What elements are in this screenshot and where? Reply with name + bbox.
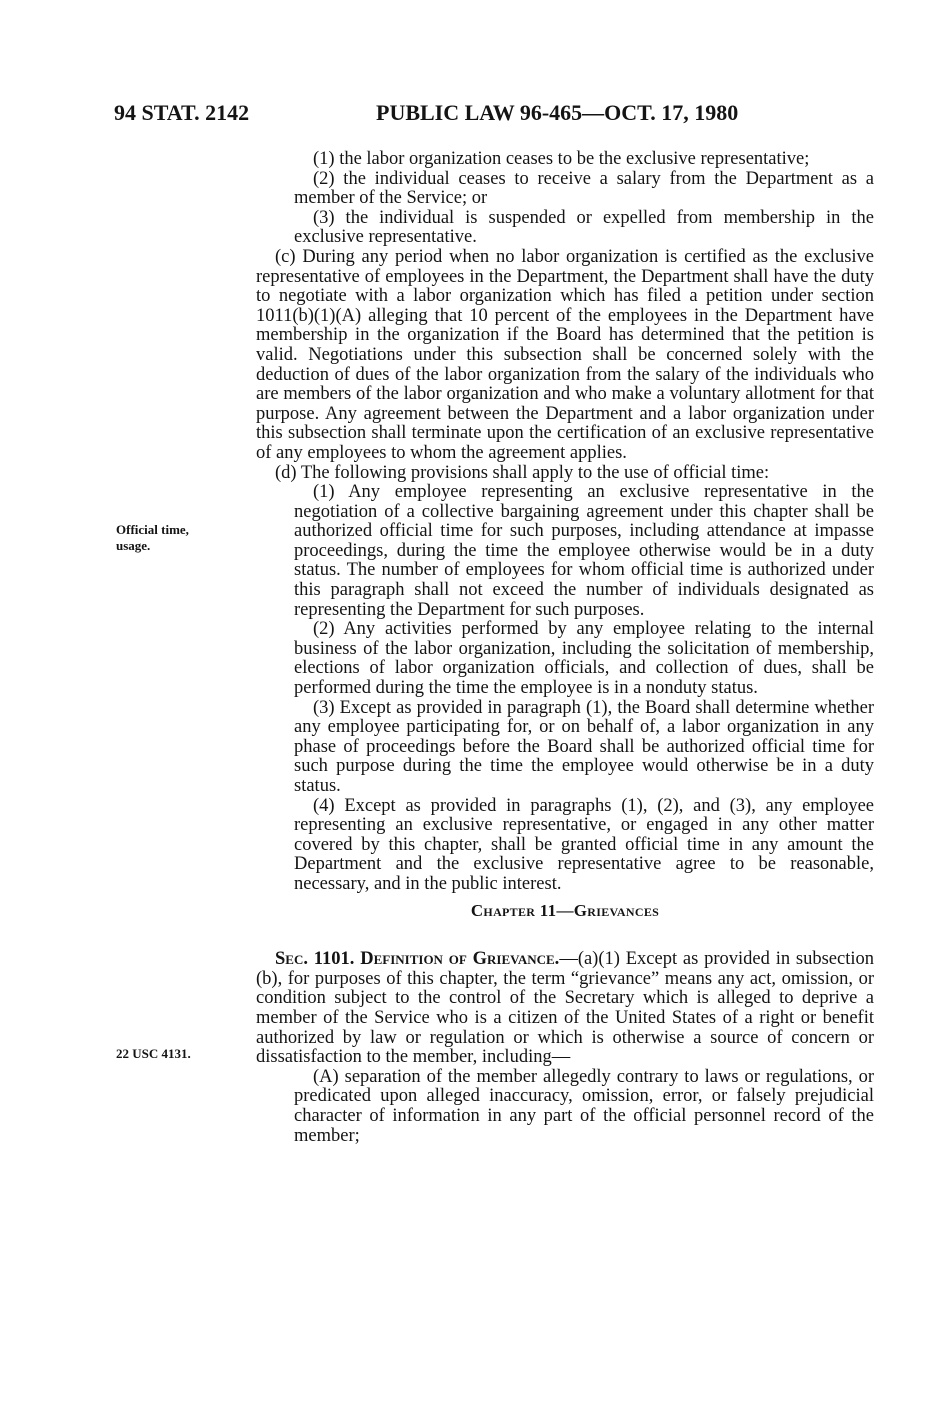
document-body bbox=[256, 150, 874, 1146]
statute-page-number: 94 STAT. 2142 bbox=[114, 100, 250, 125]
paragraph-1: (1) the labor organization ceases to be the exclusive representative; bbox=[313, 149, 810, 169]
paragraph-d2: (2) Any activities performed by any employee relating to the internal business of the labor organization, including the solicitation of membership, elections of labor organization officials, and collection of dues, shall be performed during the time the employee is in a nonduty status. bbox=[294, 619, 874, 699]
margin-note-usc: 22 USC 4131. bbox=[116, 1046, 191, 1061]
margin-note-line: usage. bbox=[116, 538, 151, 553]
paragraph-3: (3) the individual is suspended or expelled from membership in the exclusive representative. bbox=[294, 207, 874, 248]
paragraph-a: (A) separation of the member allegedly contrary to laws or regulations, or predicated upon alleged inaccuracy, omission, error, or falsely prejudicial character of information in any part of the official personnel record of the member; bbox=[294, 1066, 874, 1146]
section-1101 bbox=[256, 950, 874, 1068]
section-text: —(a)(1) Except as provided in subsection (b), for purposes of this chapter, the term “grievance” means any act, omission, or condition subject to the control of the Secretary which is alleged to deprive a member of the Service who is a citizen of the United States of a right or benefit authorized by law or regulation or which is otherwise a source of concern or dissatisfaction to the member, including— bbox=[256, 949, 875, 1068]
paragraph-d3: (3) Except as provided in paragraph (1), the Board shall determine whether any employee participating for, or on behalf of, a labor organization in any phase of proceedings before the Board shall be authorized official time for such purpose during the time the employee would otherwise be in a duty status. bbox=[294, 697, 874, 796]
chapter-heading bbox=[256, 901, 874, 921]
public-law-title: PUBLIC LAW 96-465—OCT. 17, 1980 bbox=[376, 100, 739, 125]
chapter-heading-text: Chapter 11—Grievances bbox=[470, 900, 660, 920]
paragraph-d4: (4) Except as provided in paragraphs (1), (2), and (3), any employee representing an exclusive representative, or engaged in any other matter covered by this chapter, shall be granted official time in any amount the Department and the exclusive representative agree to be reasonable, necessary, and in the public interest. bbox=[294, 795, 874, 894]
margin-note-official-time bbox=[116, 522, 236, 554]
page-header bbox=[114, 100, 874, 134]
subsection-c: (c) During any period when no labor organization is certified as the exclusive representative of employees in the Department, the Department shall have the duty to negotiate with a labor organization which has filed a petition under section 1011(b)(1)(A) alleging that 10 percent of the employees in the Department have membership in the organization if the Board has determined that the petition is valid. Negotiations under this subsection shall be concerned solely with the deduction of dues of the labor organization from the salary of the individuals who are members of the labor organization and who make a voluntary allotment for that purpose. Any agreement between the Department and a labor organization under this subsection shall terminate upon the certification of an exclusive representative of any employees to whom the agreement applies. bbox=[256, 246, 874, 463]
paragraph-d1: (1) Any employee representing an exclusive representative in the negotiation of a collective bargaining agreement under this chapter shall be authorized official time for such purposes, including attendance at impasse proceedings, during the time the employee otherwise would be in a duty status. The number of employees for whom official time is authorized under this paragraph shall not exceed the number of individuals designated as representing the Department for such purposes. bbox=[294, 482, 874, 620]
section-number: Sec. 1101. bbox=[275, 949, 355, 970]
paragraph-2: (2) the individual ceases to receive a salary from the Department as a member of the Service; or bbox=[294, 168, 874, 209]
subsection-d: (d) The following provisions shall apply to the use of official time: bbox=[275, 462, 770, 483]
margin-note-line: Official time, bbox=[116, 522, 189, 537]
section-title: Definition of Grievance. bbox=[360, 949, 560, 970]
